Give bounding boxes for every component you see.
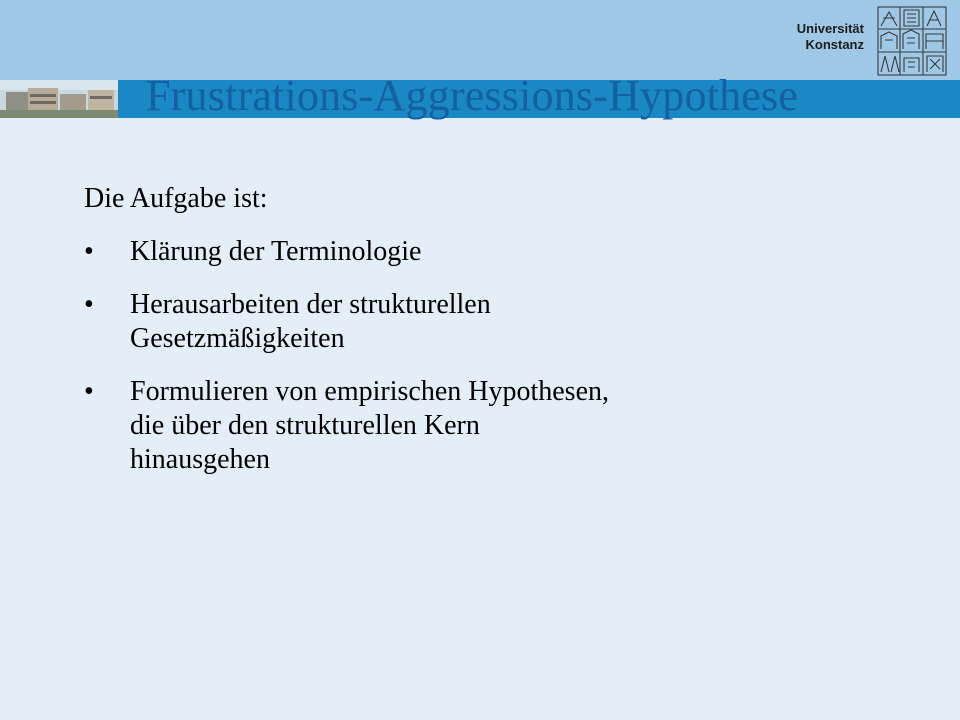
bullet-icon: • [84,289,94,320]
bullet-item [84,288,844,356]
bullet-text: Formulieren von empirischen Hypothesen, die über den strukturellen Kern hinausgehen [130,376,610,475]
slide-body [84,182,844,496]
campus-photo [0,80,118,118]
bullet-icon: • [84,376,94,407]
intro-text: Die Aufgabe ist: [84,183,268,214]
slide-title: Frustrations-Aggressions-Hypothese [146,71,799,120]
university-logo-text [797,21,864,53]
university-emblem-icon [877,6,947,76]
bullet-item [84,375,844,477]
bullet-text: Herausarbeiten der strukturellen Gesetzmäßigkeiten [130,289,491,354]
bullet-item [84,235,844,269]
logo-line-konstanz: Konstanz [805,37,864,52]
bullet-icon: • [84,236,94,267]
bullet-text: Klärung der Terminologie [130,236,422,267]
bullet-list [84,235,844,477]
logo-line-universitaet: Universität [796,21,864,36]
